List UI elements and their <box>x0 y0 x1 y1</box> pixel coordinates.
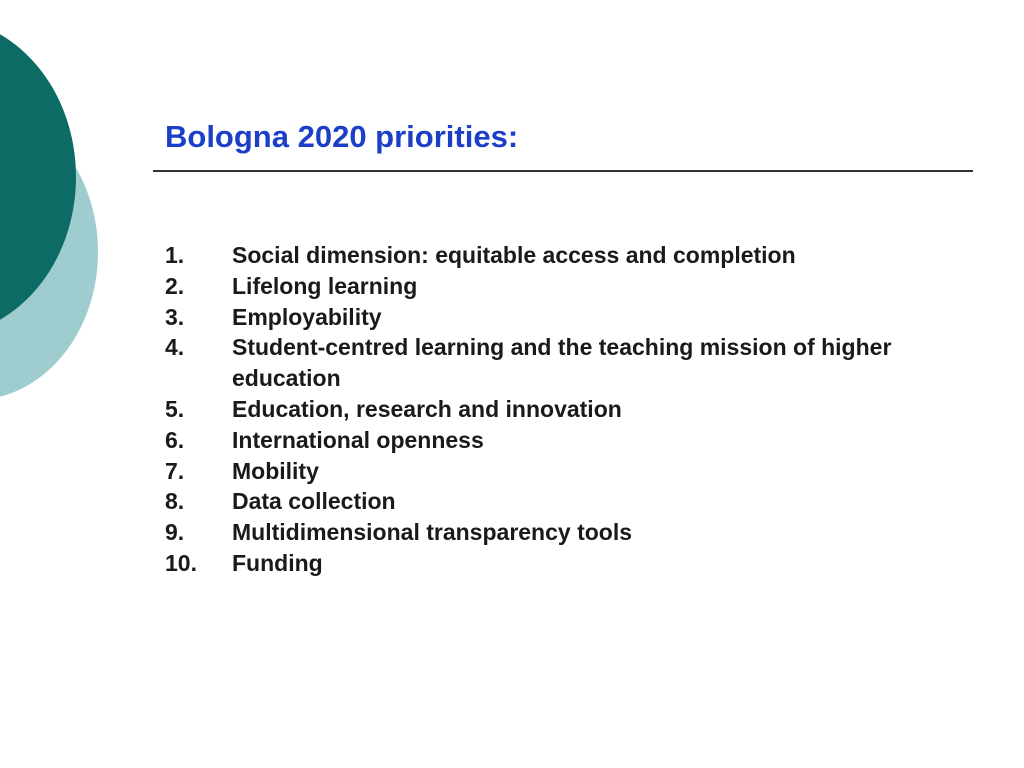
list-item-number: 6. <box>165 426 185 453</box>
list-item <box>165 456 980 487</box>
title-divider <box>153 170 973 172</box>
list-item <box>165 394 980 425</box>
list-item <box>165 425 980 456</box>
list-item-number: 10. <box>165 549 197 576</box>
list-item-number: 9. <box>165 519 185 546</box>
list-item <box>165 517 980 548</box>
list-item <box>165 302 980 333</box>
list-item-text: Lifelong learning <box>232 272 418 299</box>
list-item-text: Education, research and innovation <box>232 395 622 422</box>
list-item-text: International openness <box>232 426 484 453</box>
list-item <box>165 271 980 302</box>
list-item-number: 8. <box>165 488 185 515</box>
list-item-number: 5. <box>165 395 185 422</box>
list-item-text: Funding <box>232 549 323 576</box>
list-item <box>165 486 980 517</box>
list-item-text: Mobility <box>232 457 319 484</box>
list-item-text: Employability <box>232 303 382 330</box>
list-item <box>165 240 980 271</box>
list-item-number: 3. <box>165 303 185 330</box>
list-item-text: Multidimensional transparency tools <box>232 519 633 546</box>
list-item-number: 2. <box>165 272 185 299</box>
list-item-number: 1. <box>165 242 185 268</box>
list-item <box>165 548 980 579</box>
list-item <box>165 332 980 394</box>
list-item-text: Data collection <box>232 488 396 515</box>
list-item-number: 7. <box>165 457 185 484</box>
slide-title: Bologna 2020 priorities: <box>165 119 519 154</box>
list-item-number: 4. <box>165 334 185 361</box>
list-item-text: Student-centred learning and the teaching mission of higher education <box>232 334 892 392</box>
list-item-text: Social dimension: equitable access and completion <box>232 242 796 268</box>
priority-list <box>165 240 980 579</box>
